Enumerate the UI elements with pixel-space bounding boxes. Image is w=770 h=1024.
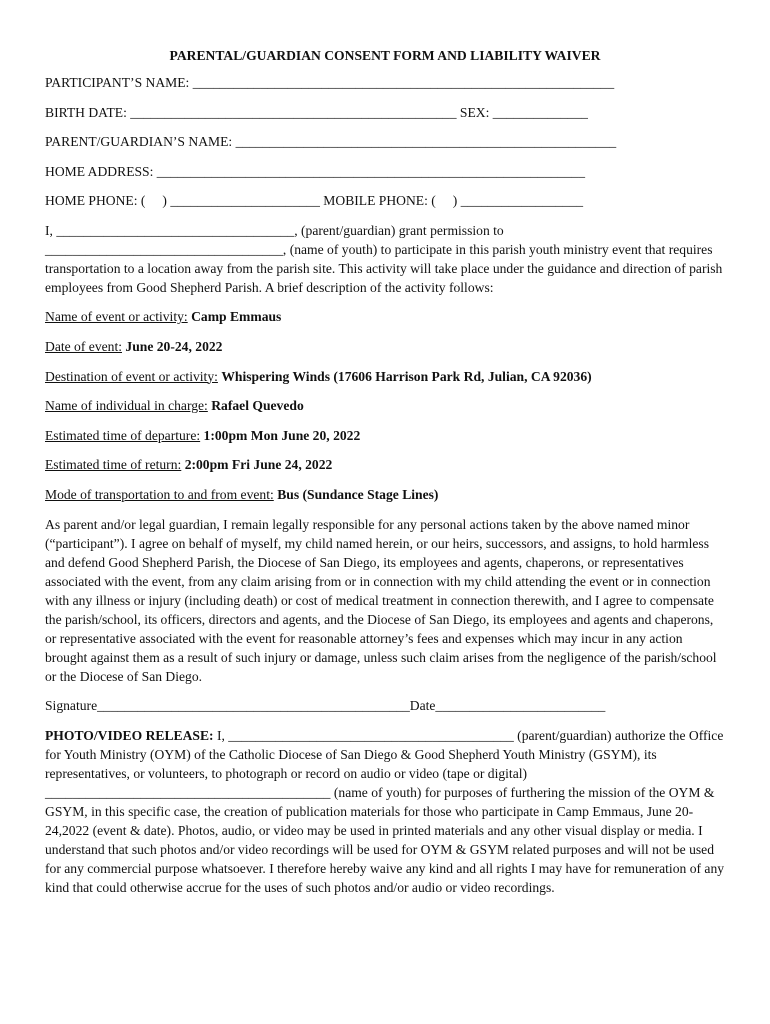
detail-label: Name of individual in charge:: [45, 398, 208, 414]
participant-name-field[interactable]: PARTICIPANT’S NAME: ______________________________________________________________: [45, 75, 615, 90]
event-details: [45, 307, 725, 504]
detail-value: 1:00pm Mon June 20, 2022: [203, 427, 361, 443]
photo-release-text: I, __________________________________________ (parent/guardian) authorize the Office for Youth Ministry (OYM) of the Catholic Diocese of San Diego & Good Shepherd Youth Ministry (GSYM), its representatives, or volunteers, to photograph or record on audio or video (tape or digital) __________________________________________ (name of youth) for purposes of furthering the mission of the OYM & GSYM, in this specific case, the creation of publication materials for those who participate in Camp Emmaus, June 20-24,2022 (event & date). Photos, audio, or video may be used in printed materials and any other visual display or media. I understand that such photos and/or video recordings will be used for OYM & GSYM related purposes and will not be used for any commercial purpose whatsoever. I therefore hereby waive any kind and all rights I may have for remuneration of any kind that could otherwise accrue for the uses of such photos and/or audio or video recordings.: [45, 727, 725, 895]
detail-label: Estimated time of return:: [45, 457, 182, 473]
event-detail-row: [45, 455, 725, 474]
signature-date-line[interactable]: Signature______________________________________________Date_________________________: [45, 697, 606, 713]
liability-paragraph: As parent and/or legal guardian, I remain legally responsible for any personal actions taken by the above named minor (“participant”). I agree on behalf of myself, my child named herein, or our heirs, successors, and assigns, to hold harmless and defend Good Shepherd Parish, the Diocese of San Diego, its employees and agents, chaperons, or representatives associated with the event, from any claim arising from or in connection with my child attending the event or in connection with any illness or injury (including death) or cost of medical treatment in connection therewith, and I agree to compensate the parish/school, its officers, directors and agents, and the Diocese of San Diego, its employees and agents and chaperons, or representative associated with the event for reasonable attorney’s fees and expenses which may incur in any action brought against them as a result of such injury or damage, unless such claim arises from the negligence of the parish/school or the Diocese of San Diego.: [45, 516, 717, 684]
detail-value: June 20-24, 2022: [125, 338, 223, 354]
detail-label: Date of event:: [45, 338, 122, 354]
detail-value: Camp Emmaus: [191, 309, 282, 325]
permission-paragraph: I, ___________________________________, (parent/guardian) grant permission to ___________________________________, (name of youth) to participate in this parish youth ministry event that requires transportation to a location away from the parish site. This activity will take place under the guidance and direction of parish employees from Good Shepherd Parish. A brief description of the activity follows:: [45, 222, 723, 295]
phone-fields[interactable]: HOME PHONE: ( ) ______________________ MOBILE PHONE: ( ) __________________: [45, 193, 584, 209]
parent-name-field[interactable]: PARENT/GUARDIAN’S NAME: ________________________________________________________: [45, 134, 617, 150]
event-detail-row: [45, 426, 725, 445]
event-detail-row: [45, 337, 725, 356]
detail-label: Destination of event or activity:: [45, 368, 218, 384]
detail-value: Bus (Sundance Stage Lines): [277, 486, 439, 502]
form-title: PARENTAL/GUARDIAN CONSENT FORM AND LIABILITY WAIVER: [169, 48, 601, 63]
detail-label: Estimated time of departure:: [45, 427, 201, 443]
photo-release-heading: PHOTO/VIDEO RELEASE:: [45, 727, 214, 743]
event-detail-row: [45, 396, 725, 415]
home-address-field[interactable]: HOME ADDRESS: _______________________________________________________________: [45, 163, 585, 179]
consent-form: [45, 46, 725, 907]
detail-value: 2:00pm Fri June 24, 2022: [184, 457, 333, 473]
event-detail-row: [45, 485, 725, 504]
detail-value: Rafael Quevedo: [211, 398, 304, 414]
detail-label: Name of event or activity:: [45, 309, 188, 325]
detail-label: Mode of transportation to and from event:: [45, 486, 274, 502]
detail-value: Whispering Winds (17606 Harrison Park Rd, Julian, CA 92036): [221, 368, 592, 384]
event-detail-row: [45, 367, 725, 386]
photo-release-paragraph: [45, 726, 725, 897]
birth-date-sex-field[interactable]: BIRTH DATE: ________________________________________________ SEX: ______________: [45, 104, 588, 120]
event-detail-row: [45, 307, 725, 326]
